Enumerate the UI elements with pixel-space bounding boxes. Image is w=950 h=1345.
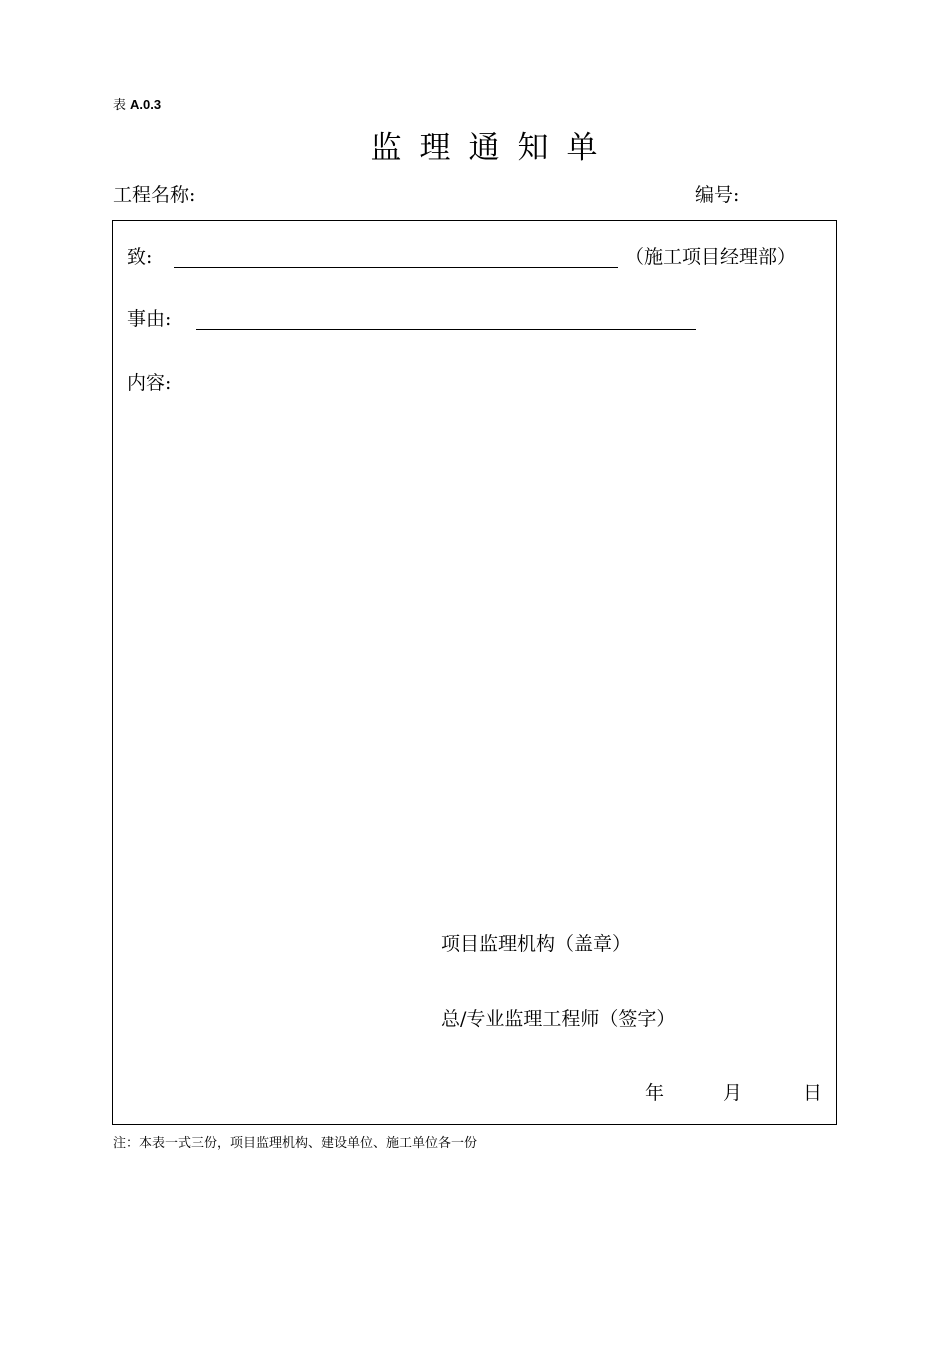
to-label: 致: (127, 246, 153, 268)
form-number (113, 94, 161, 113)
content-label: 内容: (127, 372, 172, 394)
engineer-signature-label: 总/专业监理工程师（签字） (441, 1008, 676, 1030)
form-box (112, 220, 837, 1125)
page-title: 监理通知单 (370, 130, 616, 166)
reason-input-line[interactable] (196, 329, 696, 330)
date-month-label: 月 (723, 1082, 743, 1104)
form-number-prefix: 表 (113, 98, 127, 113)
date-year-label: 年 (645, 1082, 665, 1104)
footnote: 注：本表一式三份，项目监理机构、建设单位、施工单位各一份 (113, 1136, 478, 1151)
org-seal-label: 项目监理机构（盖章） (441, 933, 632, 955)
to-suffix: （施工项目经理部） (625, 246, 797, 268)
reason-label: 事由: (127, 308, 172, 330)
date-day-label: 日 (803, 1082, 823, 1104)
project-name-label: 工程名称: (113, 184, 196, 206)
to-input-line[interactable] (174, 267, 618, 268)
form-number-code: A.0.3 (130, 97, 162, 112)
serial-number-label: 编号: (695, 184, 740, 206)
